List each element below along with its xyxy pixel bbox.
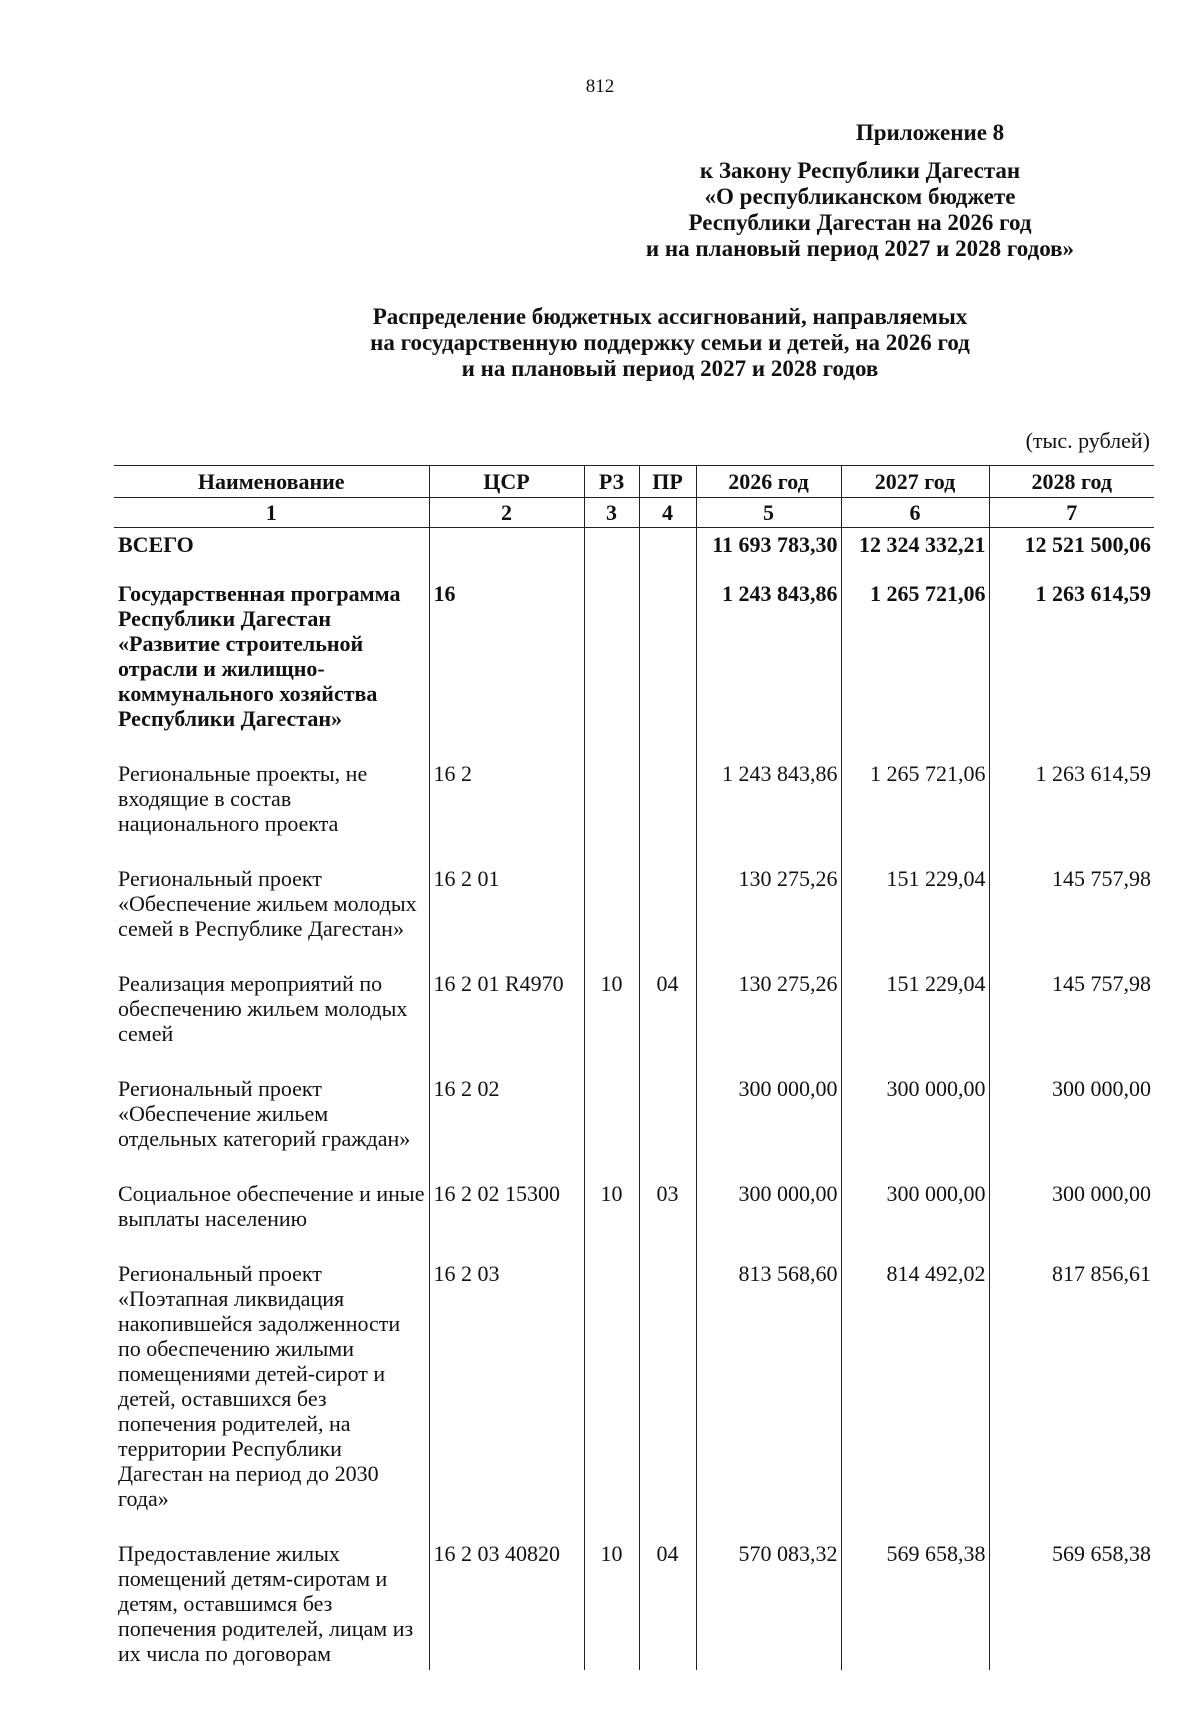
- cell-csr: [429, 528, 584, 578]
- header-2028: 2028 год: [989, 466, 1154, 498]
- cell-name: Региональные проекты, не входящие в состав национального проекта: [114, 757, 429, 862]
- cell-csr: 16 2 03: [429, 1257, 584, 1537]
- cell-2026: 11 693 783,30: [696, 528, 841, 578]
- cell-2028: 300 000,00: [989, 1177, 1154, 1257]
- column-number: 2: [429, 498, 584, 528]
- table-row: [114, 1177, 1154, 1257]
- cell-2028: 145 757,98: [989, 967, 1154, 1072]
- cell-csr: 16: [429, 577, 584, 757]
- cell-pr: [639, 1072, 696, 1177]
- appendix-line: «О республиканском бюджете: [704, 184, 1016, 209]
- document-title: [300, 304, 1040, 382]
- cell-name: Предоставление жилых помещений детям-сиротам и детям, оставшимся без попечения родителей, лицам из их числа по договорам: [114, 1537, 429, 1670]
- cell-rz: [584, 1072, 639, 1177]
- cell-2027: 300 000,00: [841, 1072, 989, 1177]
- header-rz: РЗ: [584, 466, 639, 498]
- cell-name: Региональный проект «Обеспечение жильем молодых семей в Республике Дагестан»: [114, 862, 429, 967]
- cell-2028: 300 000,00: [989, 1072, 1154, 1177]
- cell-rz: [584, 757, 639, 862]
- cell-name: Региональный проект «Обеспечение жильем отдельных категорий граждан»: [114, 1072, 429, 1177]
- header-name: Наименование: [114, 466, 429, 498]
- cell-csr: 16 2 03 40820: [429, 1537, 584, 1670]
- cell-name: Социальное обеспечение и иные выплаты населению: [114, 1177, 429, 1257]
- appendix-title: Приложение 8: [855, 120, 1005, 145]
- cell-2027: 569 658,38: [841, 1537, 989, 1670]
- column-number: 1: [114, 498, 429, 528]
- cell-pr: 04: [639, 967, 696, 1072]
- cell-2027: 1 265 721,06: [841, 577, 989, 757]
- cell-2026: 130 275,26: [696, 862, 841, 967]
- column-number: 7: [989, 498, 1154, 528]
- cell-rz: [584, 862, 639, 967]
- cell-csr: 16 2 02 15300: [429, 1177, 584, 1257]
- appendix-line: и на плановый период 2027 и 2028 годов»: [645, 236, 1075, 261]
- cell-csr: 16 2: [429, 757, 584, 862]
- column-number: 3: [584, 498, 639, 528]
- header-2027: 2027 год: [841, 466, 989, 498]
- column-number: 6: [841, 498, 989, 528]
- cell-2026: 300 000,00: [696, 1177, 841, 1257]
- appendix-line: Республики Дагестан на 2026 год: [688, 210, 1032, 235]
- cell-2028: 569 658,38: [989, 1537, 1154, 1670]
- cell-2028: 1 263 614,59: [989, 577, 1154, 757]
- cell-2026: 813 568,60: [696, 1257, 841, 1537]
- cell-2027: 814 492,02: [841, 1257, 989, 1537]
- table-row: [114, 1257, 1154, 1537]
- cell-2026: 1 243 843,86: [696, 757, 841, 862]
- header-csr: ЦСР: [429, 466, 584, 498]
- cell-2028: 1 263 614,59: [989, 757, 1154, 862]
- cell-rz: 10: [584, 967, 639, 1072]
- header-pr: ПР: [639, 466, 696, 498]
- title-line: Распределение бюджетных ассигнований, направляемых: [372, 304, 968, 329]
- units-label: (тыс. рублей): [1025, 428, 1150, 453]
- cell-rz: 10: [584, 1537, 639, 1670]
- budget-table: [114, 465, 1154, 1670]
- table-header-row: [114, 466, 1154, 498]
- cell-csr: 16 2 01: [429, 862, 584, 967]
- cell-rz: [584, 528, 639, 578]
- cell-pr: [639, 577, 696, 757]
- cell-csr: 16 2 01 R4970: [429, 967, 584, 1072]
- cell-2028: 145 757,98: [989, 862, 1154, 967]
- table-row: [114, 862, 1154, 967]
- cell-pr: [639, 862, 696, 967]
- cell-rz: 10: [584, 1177, 639, 1257]
- page-number: 812: [585, 76, 615, 97]
- appendix-line: к Закону Республики Дагестан: [699, 158, 1021, 183]
- column-number: 4: [639, 498, 696, 528]
- cell-name: Реализация мероприятий по обеспечению жильем молодых семей: [114, 967, 429, 1072]
- header-2026: 2026 год: [696, 466, 841, 498]
- cell-pr: 03: [639, 1177, 696, 1257]
- title-line: и на плановый период 2027 и 2028 годов: [461, 356, 879, 381]
- cell-pr: 04: [639, 1537, 696, 1670]
- table-row: [114, 1072, 1154, 1177]
- cell-2028: 817 856,61: [989, 1257, 1154, 1537]
- column-number: 5: [696, 498, 841, 528]
- table-row: [114, 1537, 1154, 1670]
- cell-2026: 570 083,32: [696, 1537, 841, 1670]
- table-row: [114, 757, 1154, 862]
- appendix-block: [560, 120, 1160, 262]
- cell-pr: [639, 757, 696, 862]
- cell-2027: 1 265 721,06: [841, 757, 989, 862]
- cell-2027: 300 000,00: [841, 1177, 989, 1257]
- cell-2027: 151 229,04: [841, 862, 989, 967]
- column-number-row: [114, 498, 1154, 528]
- cell-name: ВСЕГО: [114, 528, 429, 578]
- cell-2026: 300 000,00: [696, 1072, 841, 1177]
- cell-2028: 12 521 500,06: [989, 528, 1154, 578]
- table-row: [114, 967, 1154, 1072]
- cell-pr: [639, 528, 696, 578]
- cell-name: Региональный проект «Поэтапная ликвидация накопившейся задолженности по обеспечению жилыми помещениями детей-сирот и детей, оставшихся без попечения родителей, на территории Республики Дагестан на период до 2030 года»: [114, 1257, 429, 1537]
- cell-rz: [584, 577, 639, 757]
- cell-csr: 16 2 02: [429, 1072, 584, 1177]
- cell-2026: 130 275,26: [696, 967, 841, 1072]
- cell-rz: [584, 1257, 639, 1537]
- table-row-total: [114, 528, 1154, 578]
- cell-2027: 12 324 332,21: [841, 528, 989, 578]
- cell-name: Государственная программа Республики Дагестан «Развитие строительной отрасли и жилищно-коммунального хозяйства Республики Дагестан»: [114, 577, 429, 757]
- title-line: на государственную поддержку семьи и детей, на 2026 год: [370, 330, 970, 355]
- cell-pr: [639, 1257, 696, 1537]
- table-row: [114, 577, 1154, 757]
- cell-2027: 151 229,04: [841, 967, 989, 1072]
- cell-2026: 1 243 843,86: [696, 577, 841, 757]
